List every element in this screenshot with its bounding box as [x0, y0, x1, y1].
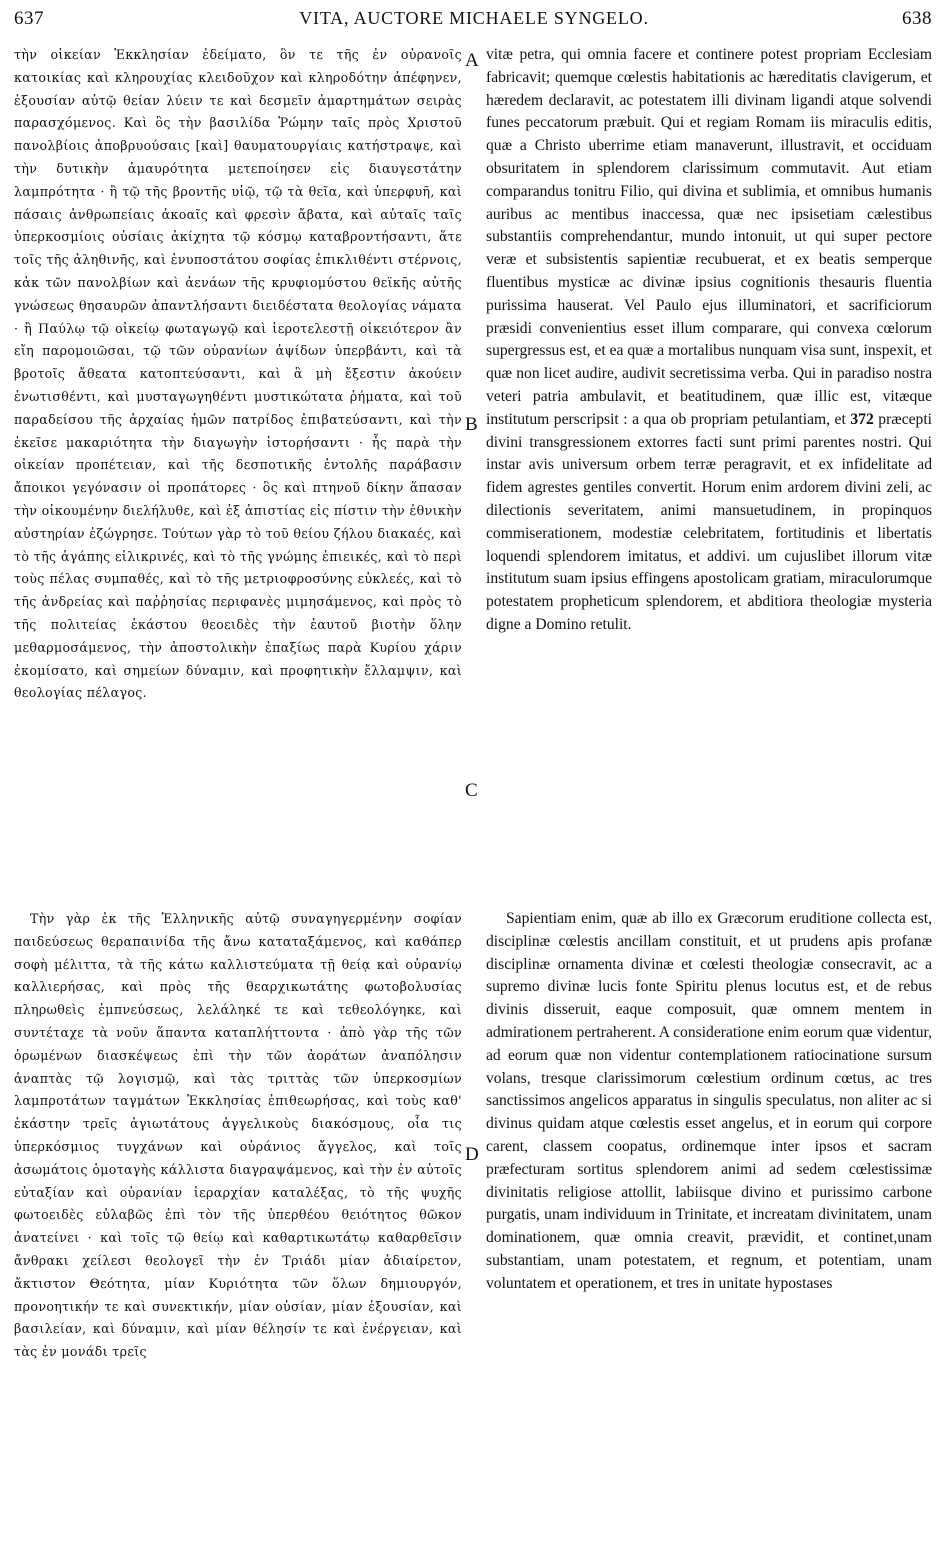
- latin-paragraph-2: Sapientiam enim, quæ ab illo ex Græcorum eruditione collecta est, disciplinæ cœlestis ancillam constituit, et ut prudens apis profanæ disciplinæ ornamenta divinæ et cœlesti theologiæ consecravit, ac a supremo divinæ lucis fonte Spiritu plenus locutus est, et de rebus divinis disseruit, eaque composuit, quæ omnem mentem in admirationem pertraherent. A consideratione enim eorum quæ videntur, ad eorum quæ non videntur contemplationem ratiocinatione sursum volans, tresque clarissimorum cœlestium ordinum cœtus, ac tres sanctissimos angelicos apparatus in singulis speculatus, non aliter ac si divinus quidam atque cœlestis esset angelus, et in eorum qui corpore carent, classem coopatus, ordinemque inter ipsos et sacram præfecturam sortitus splendorem animi ad sedem cœlestissimæ divinitatis religiose attollit, labiisque divino et purissimo carbone purgatis, unam individuum in Trinitate, et increatam divinitatem, unam dominationem, quæ omnia creavit, prævidit, et continet,unam substantiam, unam potestatem, et regnum, et potentiam, unam voluntatem et operationem, et tres in unitate hypostases: [486, 910, 932, 1292]
- column-number: 372: [850, 410, 874, 428]
- latin-paragraph-1-text-b: præcepti divini transgressionem extorres facti sunt primi parentes nostri. Qui instar avis universum orbem terræ peragravit, et ex infidelitate ad fidem agrestes gentiles convertit. Horum enim ardorem divini zeli, ac dilectionis severitatem, animi mansuetudinem, in propinquos commiserationem, modestiæ celebritatem, fortitudinis et libertatis loquendi splendorem imitatus, et addivi. um cujuslibet illorum vitæ institutum suam ipsius effingens apostolicam gratiam, miraculorumque potestatem propheticum splendorem, et abditiora theologiæ mysteria digne a Domino retulit.: [486, 410, 932, 633]
- greek-paragraph-2: Τὴν γὰρ ἐκ τῆς Ἑλληνικῆς αὐτῷ συναγηγερμένην σοφίαν παιδεύσεως θεραπαινίδα τῆς ἄνω καταταξάμενος, καὶ καθάπερ σοφὴ μέλιττα, τὰ τῆς κάτω καλλιστεύματα τῇ θείᾳ καὶ οὐρανίῳ καλλιερήσας, καὶ πρὸς τῆς θεαρχικωτάτης φωτοβολυσίας πληρωθεὶς ἐμπνεύσεως, λελάληκέ τε καὶ τεθεολόγηκε, καὶ συντέταχε τὰ νοῦν ἅπαντα καταπλήττοντα · ἀπὸ γὰρ τῆς τῶν ὁρωμένων διασκέψεως ἐπὶ τὴν τῶν ἀοράτων ἀναπόλησιν ἀναπτὰς τῷ λογισμῷ, καὶ τὰς τριττὰς τῶν ὑπερκοσμίων λαμπροτάτων ταγμάτων Ἐκκλησίας ἐπιθεωρήσας, καὶ τοὺς καθ' ἑκάστην τρεῖς ἁγιωτάτους ἀγγελικοὺς διακόσμους, οἷα τις ὑπερκόσμιος τυγχάνων καὶ οὐράνιος ἄγγελος, καὶ τοῖς ἀσωμάτοις ὁμοταγὴς κάλλιστα διαγραψάμενος, καὶ τὴν ἐν αὐτοῖς εὐταξίαν καὶ οὐρανίαν ἱεραρχίαν καταλέξας, τὸ τῆς ψυχῆς φωτοειδὲς εὐλαβῶς ἐπὶ τὸν τῆς ὑπερθέου θειότητος θῶκον ἀνατείνει · καὶ τοῖς τῷ θείῳ καὶ καθαρτικωτάτῳ καθαρθεῖσιν ἄνθρακι χείλεσι θεολογεῖ τὴν ἐν Τριάδι μίαν ἀδιαίρετον, ἄκτιστον Θεότητα, μίαν Κυριότητα τῶν ὅλων δημιουργόν, προνοητικήν τε καὶ συνεκτικήν, μίαν οὐσίαν, μίαν ἐξουσίαν, καὶ βασιλείαν, καὶ δύναμιν, καὶ μίαν θέλησίν τε καὶ ἐνέργειαν, καὶ τὰς ἐν μονάδι τρεῖς: [14, 911, 462, 1360]
- margin-marker-c: C: [465, 780, 478, 801]
- running-title: VITA, AUCTORE MICHAELE SYNGELO.: [299, 8, 649, 28]
- latin-paragraph-1-text-a: vitæ petra, qui omnia facere et continere potest propriam Ecclesiam fabricavit; quemque cœlestis habitationis ac hæreditatis clavigerum, et hæredem declaravit, ac potestatem illi divinam ligandi atque solvendi funes peccatorum præbuit. Qui et regiam Romam iis miraculis editis, quæ a Christo uberrime etiam manaverunt, illustravit, et occiduam obsuritatem in splendorem clarissimum commutavit. Aut etiam comparandus tonitru Filio, qui divina et sublimia, et omnibus humanis auribus ac mentibus inaccessa, quæ nec ipsisetiam cælestibus substantiis comprehendantur, mundo intonuit, ut qui super pectore veræ et subsistentis sapientiæ recubuerat, et ex beatis semperque fluentibus mysticæ ac divinæ ipsius cognitionis thesauris fluentia purissima hauserat. Vel Paulo ejus illuminatori, et sacrificiorum præsidi convenientius esset illum comparare, qui convexa cœlorum supergressus est, et ea quæ a mortalibus nunquam visa sunt, inspexit, et quæ non licet audire, audivit secretissima verba. Qui in paradiso nostra veteri patria ambulavit, et beatitudinem, quæ illic est, vitæque institutum perscripsit : a qua ob propriam petulantiam, et: [486, 46, 932, 428]
- latin-paragraph-1: [486, 44, 932, 637]
- margin-marker-d: D: [465, 1144, 479, 1165]
- margin-marker-a: A: [465, 50, 479, 71]
- page-number-left: 637: [14, 8, 44, 29]
- greek-paragraph-1: τὴν οἰκείαν Ἐκκλησίαν ἐδείματο, ὃν τε τῆς ἐν οὐρανοῖς κατοικίας καὶ κληρουχίας κλειδοῦχον καὶ κληροδότην ἀπέφηνεν, ἐξουσίαν αὐτῷ θείαν λύειν τε καὶ δεσμεῖν ἁμαρτημάτων σειρὰς παρασχόμενος. Καὶ ὃς τὴν βασιλίδα Ῥώμην ταῖς πρὸς Χριστοῦ πανολβίοις ἀποβρυούσαις [καὶ] θαυματουργίαις κατήστραψε, καὶ τὴν δυτικὴν ἀμαυρότητα μετεποίησεν εἰς διαυγεστάτην λαμπρότητα · ἢ τῷ τῆς βροντῆς υἱῷ, τῷ τὰ θεῖα, καὶ ὑπερφυῆ, καὶ πάσαις ἀνθρωπείαις ἀκοαῖς καὶ φρεσὶν ἄβατα, καὶ αὐταῖς ταῖς ὑπερκοσμίοις οὐσίαις ἀκίχητα τῷ κόσμῳ καταβροντήσαντι, ἅτε τοῖς τῆς ἀληθινῆς, καὶ ἐνυποστάτου σοφίας ἐπικλιθέντι στέρνοις, κἀκ τῶν πανολβίων καὶ ἀενάων τῆς κρυφιομύστου θεϊκῆς αὐτῆς γνώσεως θησαυρῶν ἀπαντλήσαντι διειδέστατα θεολογίας νάματα · ἢ Παύλῳ τῷ οἰκείῳ φωταγωγῷ καὶ ἱεροτελεστῇ οἰκειότερον ἂν εἴη παρομοιῶσαι, τῷ τῶν οὐρανίων ἀψίδων ὑπερβάντι, καὶ τὰ βροτοῖς ἄθεατα κατοπτεύσαντι, καὶ ἃ μὴ ἔξεστιν ἀκούειν ἐνωτισθέντι, καὶ μυσταγωγηθέντι μυστικώτατα ῥήματα, καὶ τοῦ παραδείσου τῆς ἀρχαίας ἡμῶν πατρίδος ἐπιβατεύσαντι, καὶ τὴν ἐκεῖσε μακαριότητα τὴν διαγωγὴν ἱστορήσαντι · ἧς παρὰ τὴν οἰκείαν προπέτειαν, καὶ τῆς δεσποτικῆς ἐντολῆς παράβασιν ἄποικοι γεγόνασιν οἱ προπάτορες · ὃς καὶ πτηνοῦ δίκην ἅπασαν τὴν οἰκουμένην διελήλυθε, καὶ ἐξ ἀπιστίας εἰς πίστιν τὴν ἐθνικὴν αὐστηρίαν ἐζώγρησε. Τούτων γὰρ τὸ τοῦ θείου ζήλου διακαές, καὶ τὸ τῆς ἀγάπης εἰλικρινές, καὶ τὸ τῆς γνώμης ἐπιεικές, καὶ τὸ περὶ τοὺς πέλας συμπαθές, καὶ τὸ τῆς μετριοφροσύνης εὐκλεές, καὶ τὸ τῆς ἀνδρείας καὶ παῤῥησίας περιφανὲς μιμησάμενος, καὶ πρὸς τὸ τῆς πολιτείας ἑκάστου θεοειδὲς τὴν ἑαυτοῦ βιοτὴν ὅλην μεθαρμοσάμενος, τὴν ἀποστολικὴν ἐπαξίως παρὰ Κυρίου χάριν ἐκομίσατο, καὶ σημείων δύναμιν, καὶ προφητικὴν ἔλλαμψιν, καὶ θεολογίας πέλαγος.: [14, 47, 462, 701]
- running-header: [0, 8, 948, 38]
- margin-marker-b: B: [465, 414, 478, 435]
- page-number-right: 638: [902, 8, 932, 29]
